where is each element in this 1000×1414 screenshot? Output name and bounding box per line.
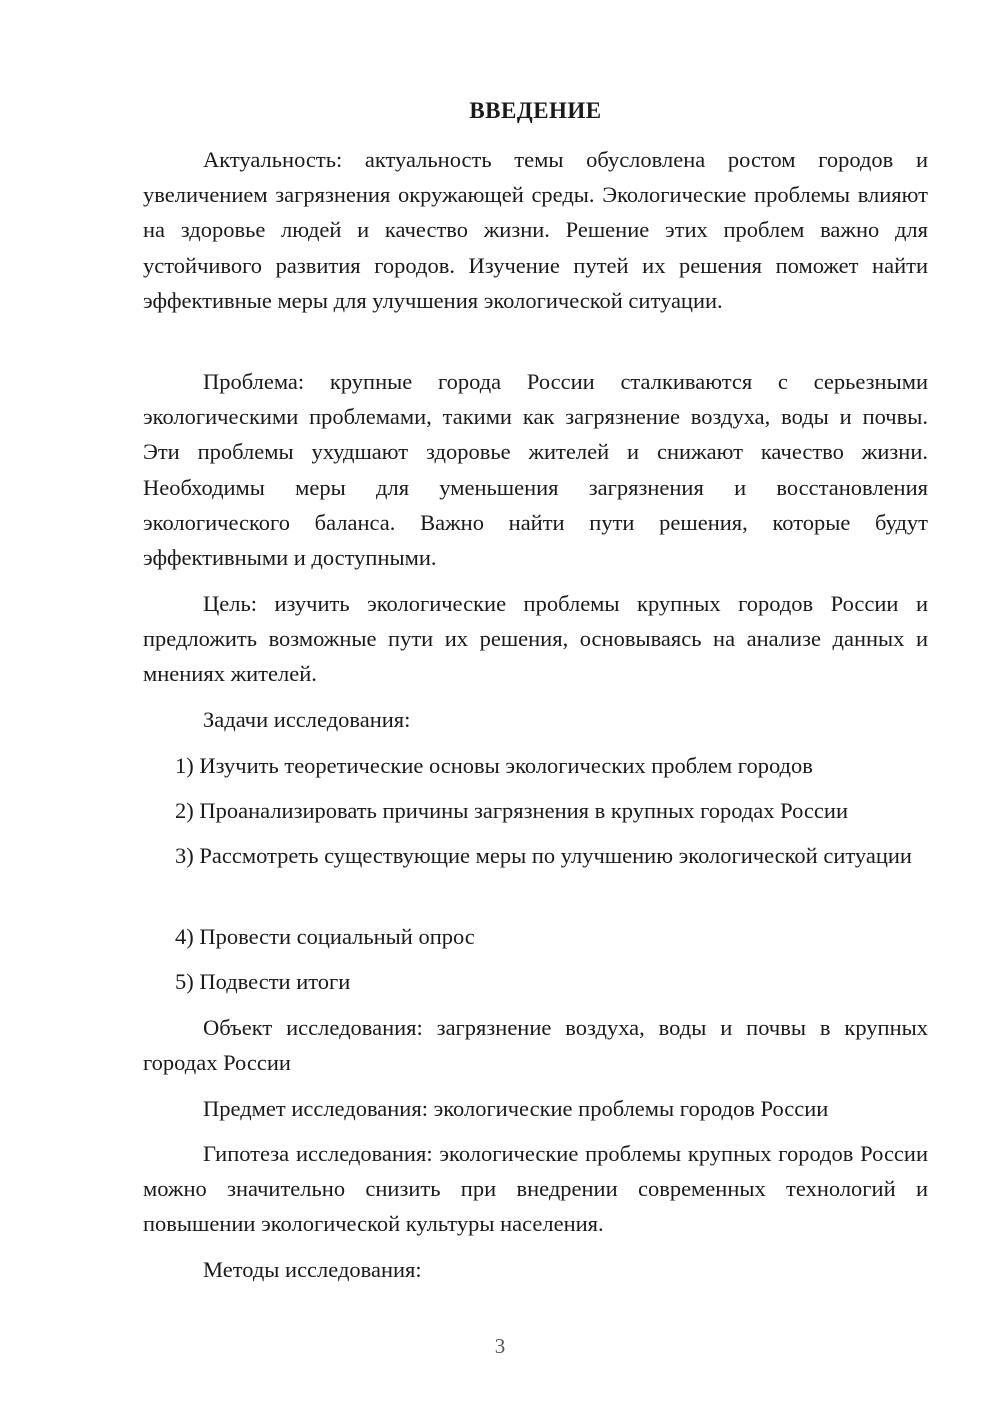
page-title: ВВЕДЕНИЕ: [469, 98, 602, 123]
task-item-3: 3) Рассмотреть существующие меры по улучшению экологической ситуации: [175, 843, 912, 868]
hypothesis-paragraph: Гипотеза исследования: экологические проблемы крупных городов России можно значительно снизить при внедрении современных технологий и повышении экологической культуры населения.: [143, 1141, 928, 1237]
task-item-2: 2) Проанализировать причины загрязнения в крупных городах России: [175, 798, 848, 823]
research-object-paragraph: Объект исследования: загрязнение воздуха, воды и почвы в крупных городах России: [143, 1015, 928, 1076]
goal-paragraph: Цель: изучить экологические проблемы крупных городов России и предложить возможные пути их решения, основываясь на анализе данных и мнениях жителей.: [143, 591, 928, 687]
problem-paragraph: Проблема: крупные города России сталкиваются с серьезными экологическими проблемами, такими как загрязнение воздуха, воды и почвы. Эти проблемы ухудшают здоровье жителей и снижают качество жизни. Необходимы меры для уменьшения загрязнения и восстановления экологического баланса. Важно найти пути решения, которые будут эффективными и доступными.: [143, 369, 928, 571]
task-item-4: 4) Провести социальный опрос: [175, 924, 475, 949]
tasks-heading: Задачи исследования:: [203, 707, 411, 732]
methods-heading: Методы исследования:: [203, 1257, 422, 1282]
relevance-paragraph: Актуальность: актуальность темы обусловлена ростом городов и увеличением загрязнения окружающей среды. Экологические проблемы влияют на здоровье людей и качество жизни. Решение этих проблем важно для устойчивого развития городов. Изучение путей их решения поможет найти эффективные меры для улучшения экологической ситуации.: [143, 147, 928, 313]
task-item-1: 1) Изучить теоретические основы экологических проблем городов: [175, 753, 813, 778]
task-item-5: 5) Подвести итоги: [175, 969, 351, 994]
research-subject-paragraph: Предмет исследования: экологические проблемы городов России: [203, 1096, 829, 1121]
page-number: 3: [494, 1334, 506, 1358]
